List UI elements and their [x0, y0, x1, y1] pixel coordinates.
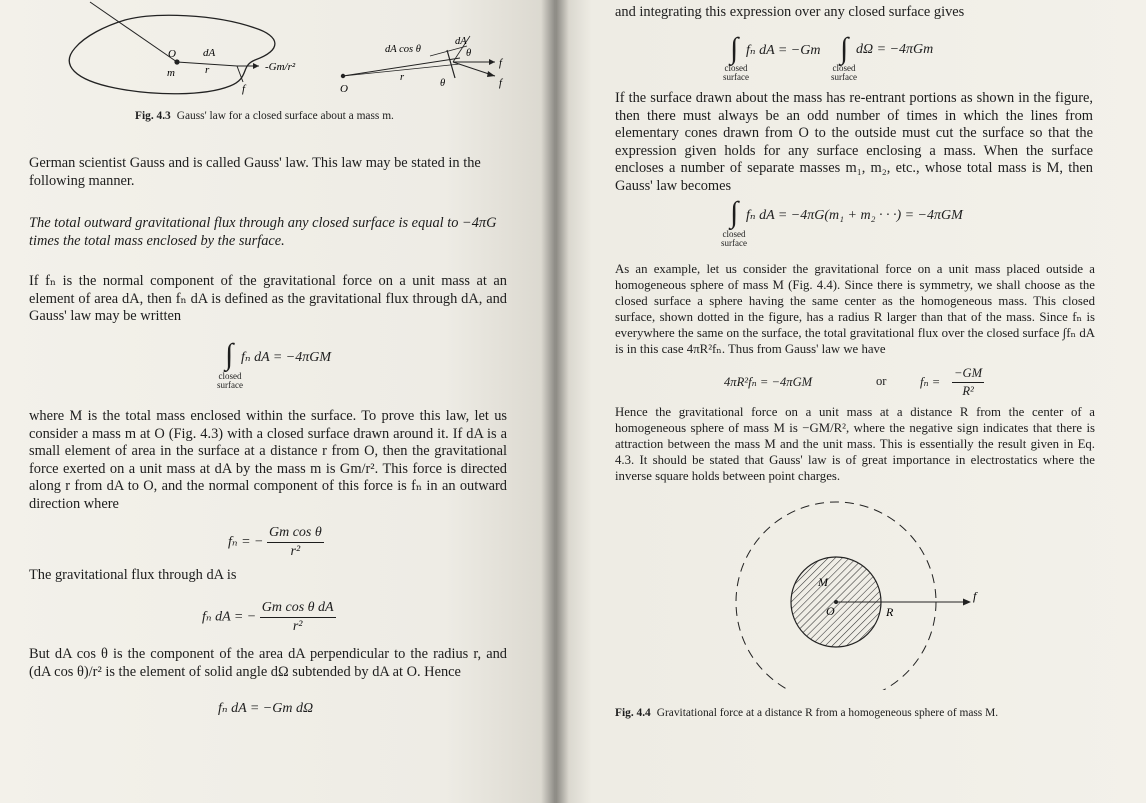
right-page — [556, 0, 1146, 803]
equation-fn: fₙ = − $\frac{\text{Gm cos θ}}{\text{r²}}$ — [228, 525, 322, 559]
label-O: O — [826, 604, 835, 618]
label-R: R — [886, 605, 894, 619]
label-O2: O — [340, 83, 348, 95]
equation-sphere: 4πR²fₙ = −4πGM or fₙ = $\frac{-GM}{\text{R²}}$ — [724, 366, 983, 398]
figure-4-4 — [726, 490, 1016, 690]
paragraph-intro: German scientist Gauss and is called Gauss' law. This law may be stated in the following manner. — [29, 155, 481, 189]
paragraph-solid-angle: But dA cos θ is the component of the area dA perpendicular to the radius r, and (dA cos θ)/r² is the element of solid angle dΩ subtended by dA at O. Hence — [29, 646, 507, 680]
left-page: O m r dA -Gm/r² f dA cos θ dA θ f O r θ f Fig. 4.3 Gauss' law for a closed surface about a mass m. German scientist Gauss and is called Gauss' law. This law may be stated in the following manner. The total outward gravitational flux through any closed surface is equal to −4πG times the total mass enclosed by the surface. If fₙ is the normal component of the gravitational force on a unit mass at an element of area dA, then fₙ dA is defined as the gravitational flux through dA, and Gauss' law may be written ∫ fₙ dA = −4πGM closed surface where M is the total mass enclosed within the surface. To prove this law, let us consider a mass m at O (Fig. 4.3) with a closed surface drawn around it. If dA is a small element of area in the surface at a distance r from O, then the gravitational force exerted on a unit mass at dA by the mass m is Gm/r². This force is directed along r from dA to O, and the normal component of this force is fₙ in an outward direction where fₙ = − $\frac{\text{Gm cos θ}}{\text{r²}}$ The gravitational flux through dA is fₙ dA = − $\frac{\text{Gm cos θ dA}}{\text{r²}}$ But dA cos θ is the component of the area dA perpendicular to the radius r, and (dA cos θ)/r² is the element of solid angle dΩ subtended by dA at O. Hence fₙ dA = −Gm dΩ — [0, 0, 556, 803]
label-theta: θ — [466, 48, 472, 59]
label-theta2: θ — [440, 78, 446, 89]
label-fn: f — [242, 83, 246, 95]
paragraph-flux-through: The gravitational flux through dA is — [29, 567, 237, 583]
paragraph-integrating: and integrating this expression over any closed surface gives — [615, 4, 965, 20]
book-gutter — [541, 0, 569, 803]
equation-closed-integral: ∫ fₙ dA = −Gm ∫ dΩ = −4πGm closed surface closed surface — [723, 32, 934, 82]
equation-solid-angle: fₙ dA = −Gm dΩ — [218, 701, 314, 716]
label-r: r — [205, 64, 210, 76]
paragraph-proof: where M is the total mass enclosed within the surface. To prove this law, let us consider a mass m at O (Fig. 4.3) with a closed surface drawn around it. If dA is a small element of area in the surface at a distance r from O, then the gravitational force exerted on a unit mass at dA by the mass m is Gm/r². This force is directed along r from dA to O, and the normal component of this force is fₙ in an outward direction where — [29, 408, 507, 512]
label-f: f — [499, 58, 502, 69]
label-dA: dA — [203, 47, 216, 59]
label-M: M — [818, 575, 828, 589]
label-fn2: f — [499, 78, 502, 89]
label-m: m — [167, 67, 175, 79]
paragraph-re-entrant: If the surface drawn about the mass has re-entrant portions as shown in the figure, then there must always be an odd number of times in which the lines from elementary cones drawn from O to the outside must cut the surface so that the expression given holds for any surface enclosing a mass. When the surface encloses a number of separate masses m₁, m₂, etc., whose total mass is M, then Gauss' law becomes — [615, 90, 1093, 194]
dA-element — [447, 50, 455, 78]
label-gm: -Gm/r² — [265, 61, 296, 73]
paragraph-conclusion: Hence the gravitational force on a unit mass at a distance R from the center of a homogeneous sphere of mass M is −GM/R², where the negative sign indicates that there is attraction between the mass M and the unit mass. This is essentially the result given in Eq. 4.3. It should be stated that Gauss' law is of great importance in electrostatics where the inverse square holds between point charges. — [615, 405, 1095, 483]
figure-4-3 — [55, 0, 525, 100]
label-r2: r — [400, 72, 405, 83]
equation-fn-dA: fₙ dA = − $\frac{\text{Gm cos θ dA}}{\text{r²}}$ — [202, 600, 334, 634]
label-dA-cos: dA cos θ — [385, 44, 421, 55]
label-fn: f — [973, 589, 977, 603]
figure-4-3-caption: Fig. 4.3 Gauss' law for a closed surface about a mass m. — [135, 110, 394, 122]
figure-4-4-caption: Fig. 4.4 Gravitational force at a distance R from a homogeneous sphere of mass M. — [615, 707, 999, 719]
cone-line — [90, 2, 177, 62]
mass-point — [174, 59, 179, 64]
equation-multiple-masses: ∫ fₙ dA = −4πG(m₁ + m₂ · · ·) = −4πGM closed surface — [721, 196, 963, 248]
label-O: O — [168, 48, 176, 60]
paragraph-example: As an example, let us consider the gravitational force on a unit mass placed outside a homogeneous sphere of mass M (Fig. 4.4). Since there is symmetry, we shall choose as the closed surface a sphere having the same center as the homogeneous mass. This closed surface, shown dotted in the figure, has a radius R larger than that of the mass. Since fₙ is everywhere the same on the surface, the total gravitational flux over the closed surface ∫fₙ dA is in this case 4πR²fₙ. Thus from Gauss' law we have — [615, 262, 1095, 356]
label-dA-2: dA — [455, 36, 467, 47]
paragraph-flux-definition: If fₙ is the normal component of the gravitational force on a unit mass at an element of area dA, then fₙ dA is defined as the gravitational flux through dA, and Gauss' law may be written — [29, 273, 507, 325]
gauss-law-statement: The total outward gravitational flux through any closed surface is equal to −4πG times the total mass enclosed by the surface. — [29, 215, 497, 249]
